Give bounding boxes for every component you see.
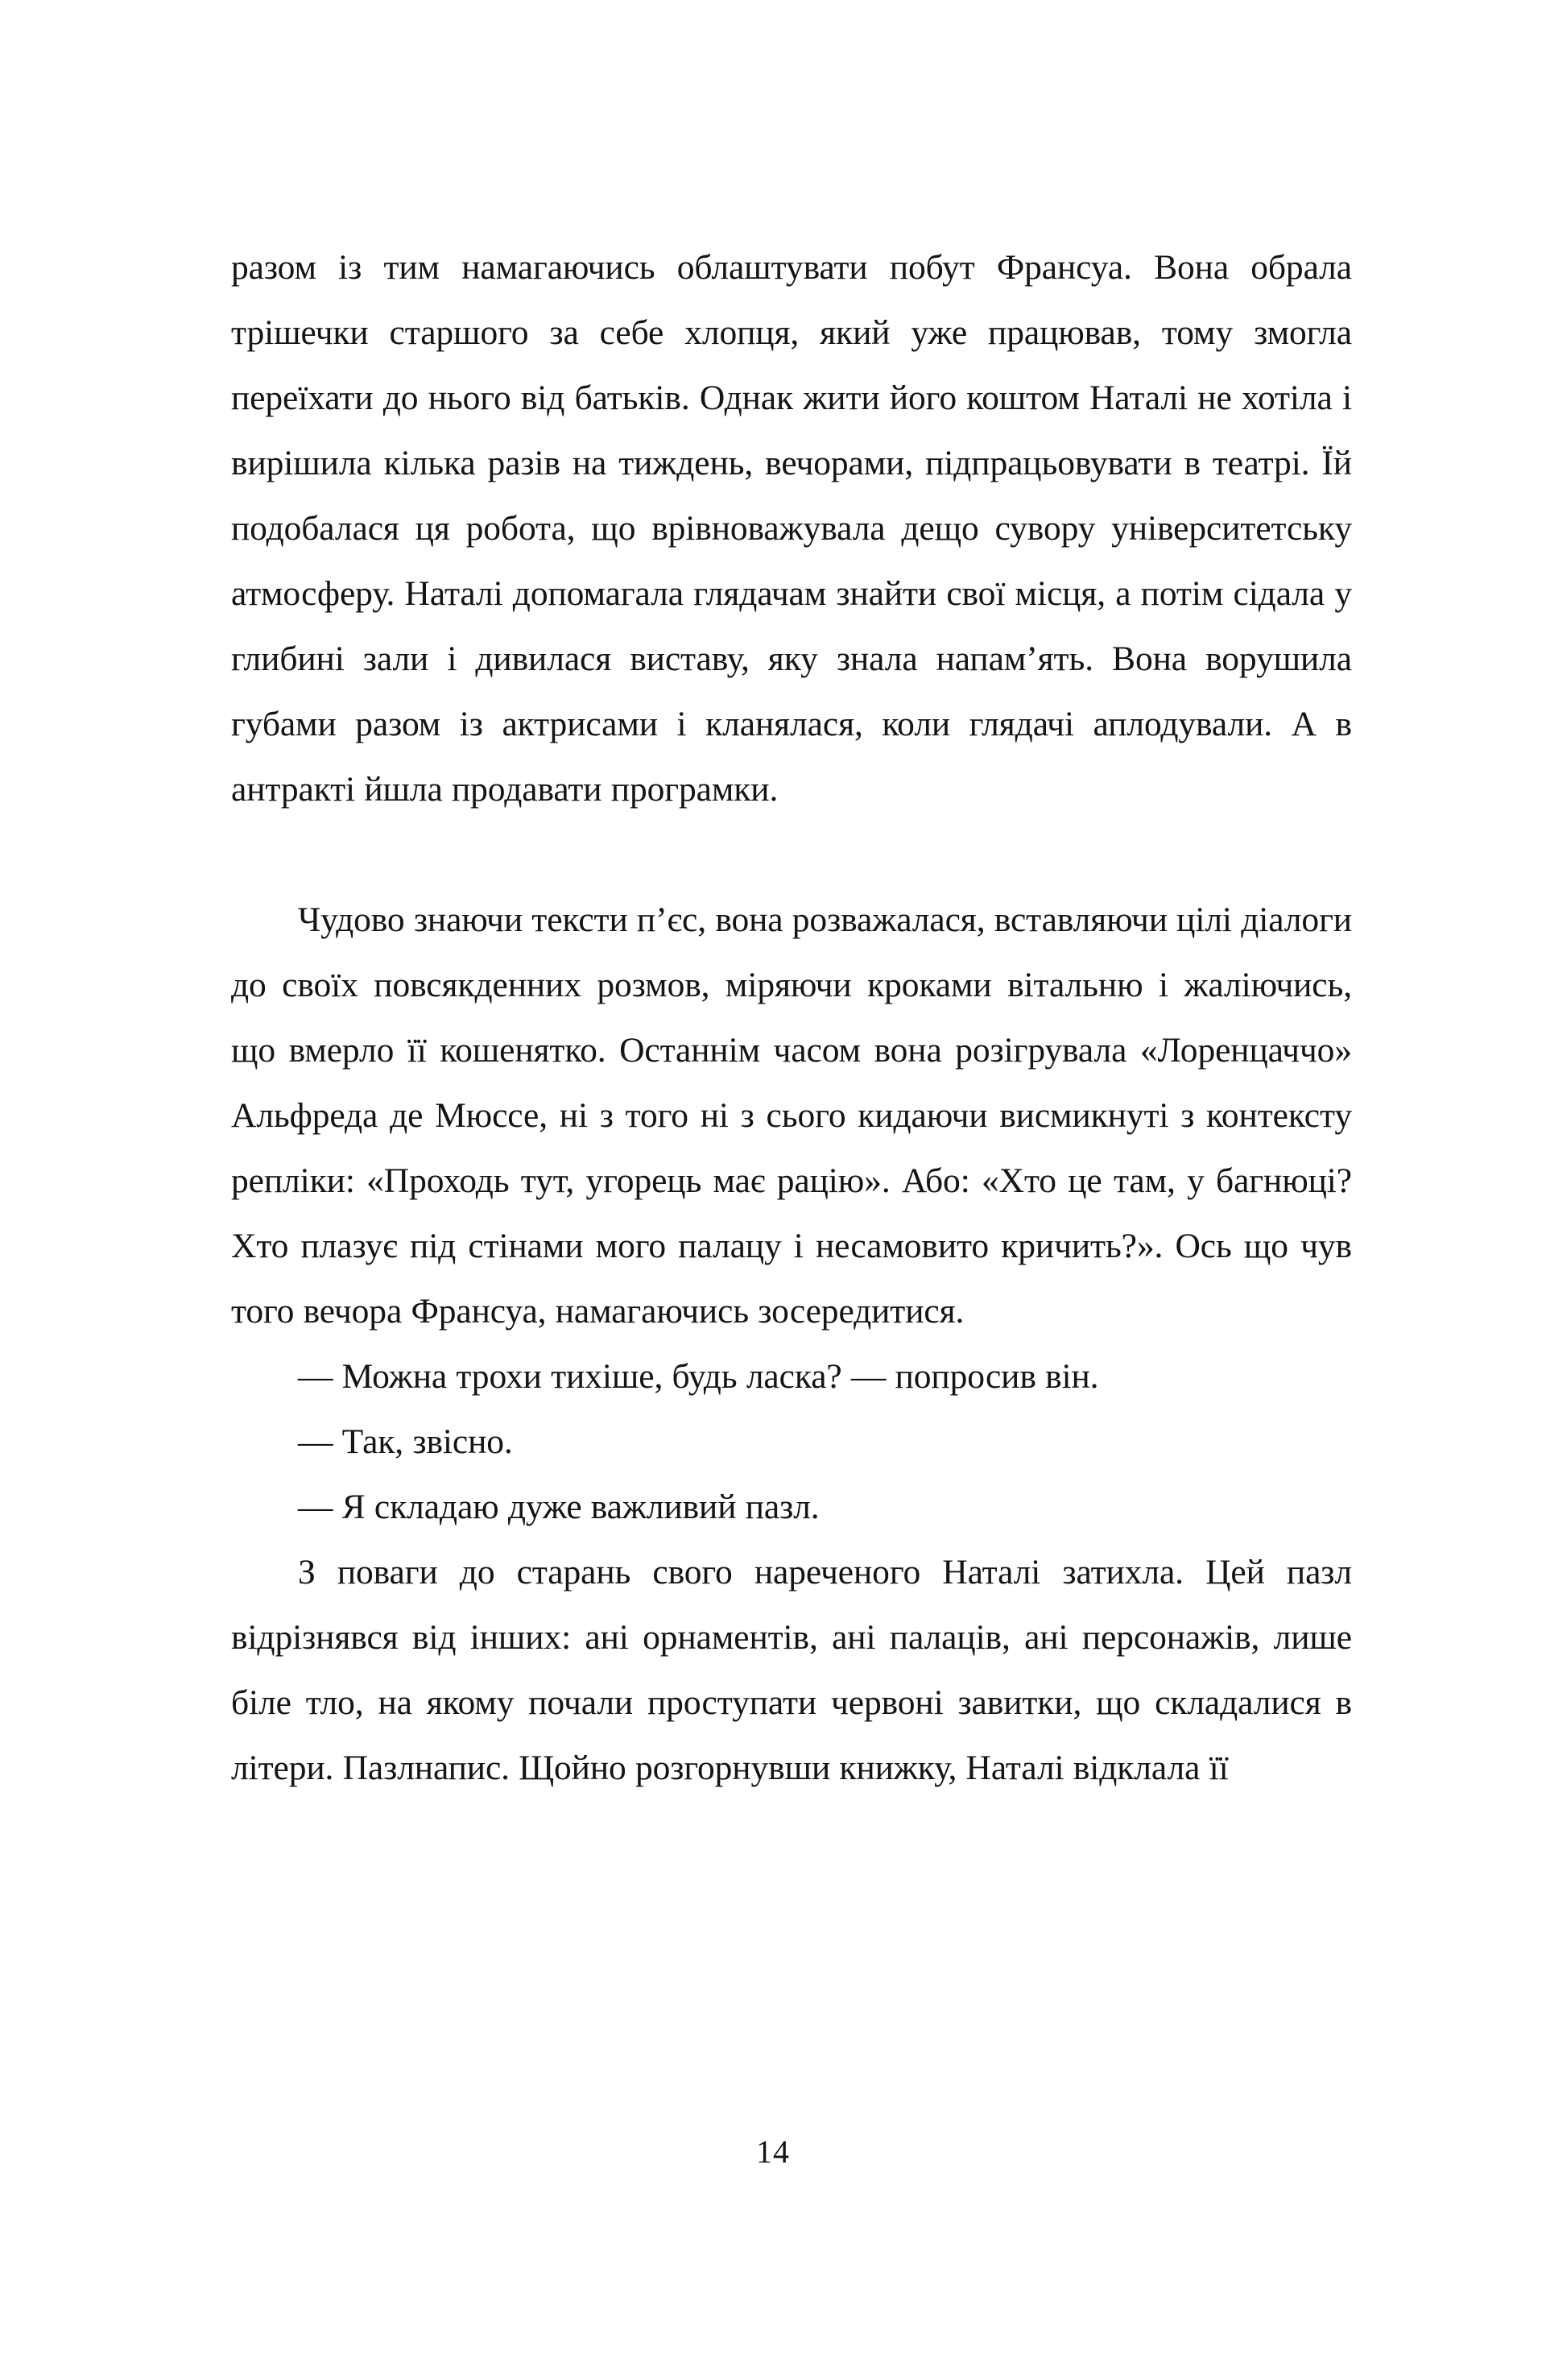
dialogue-line-1: — Можна трохи тихіше, будь ласка? — попросив він. <box>298 1357 1099 1396</box>
paragraph-spacer <box>231 822 1352 888</box>
dialogue-line-2: — Так, звісно. <box>298 1422 513 1461</box>
page-text-body <box>231 235 1352 1801</box>
paragraph-continued: разом із тим намагаючись облаштувати побут Франсуа. Вона обрала трішечки старшого за себе хлопця, який уже працював, тому змогла переїхати до нього від батьків. Однак жити його коштом Наталі не хотіла і вирішила кілька разів на тиждень, вечорами, підпрацьовувати в театрі. Їй подобалася ця робота, що врівноважувала дещо сувору університетську атмосферу. Наталі допомагала глядачам знайти свої місця, а потім сідала у глибині зали і дивилася виставу, яку знала напам’ять. Вона ворушила губами разом із актрисами і кланялася, коли глядачі аплодували. А в антракті йшла продавати програмки. <box>231 248 1352 809</box>
page-number: 14 <box>756 2134 790 2170</box>
dialogue-line-3: — Я складаю дуже важливий пазл. <box>298 1488 820 1526</box>
paragraph-two: Чудово знаючи тексти п’єс, вона розважалася, вставляючи цілі діалоги до своїх повсякденних розмов, міряючи кроками вітальню і жаліючись, що вмерло її кошенятко. Останнім часом вона розігрувала «Лоренцаччо» Альфреда де Мюссе, ні з того ні з сього кидаючи висмикнуті з контексту репліки: «Проходь тут, угорець має рацію». Або: «Хто це там, у багнюці? Хто плазує під стінами мого палацу і несамовито кричить?». Ось що чув того вечора Франсуа, намагаючись зосередитися. <box>231 900 1352 1331</box>
paragraph-three: З поваги до старань свого нареченого Наталі затихла. Цей пазл відрізнявся від інших: ані орнаментів, ані палаців, ані персонажів, лише біле тло, на якому почали проступати червоні завитки, що складалися в літери. Пазлнапис. Щойно розгорнувши книжку, Наталі відклала її <box>231 1553 1352 1787</box>
